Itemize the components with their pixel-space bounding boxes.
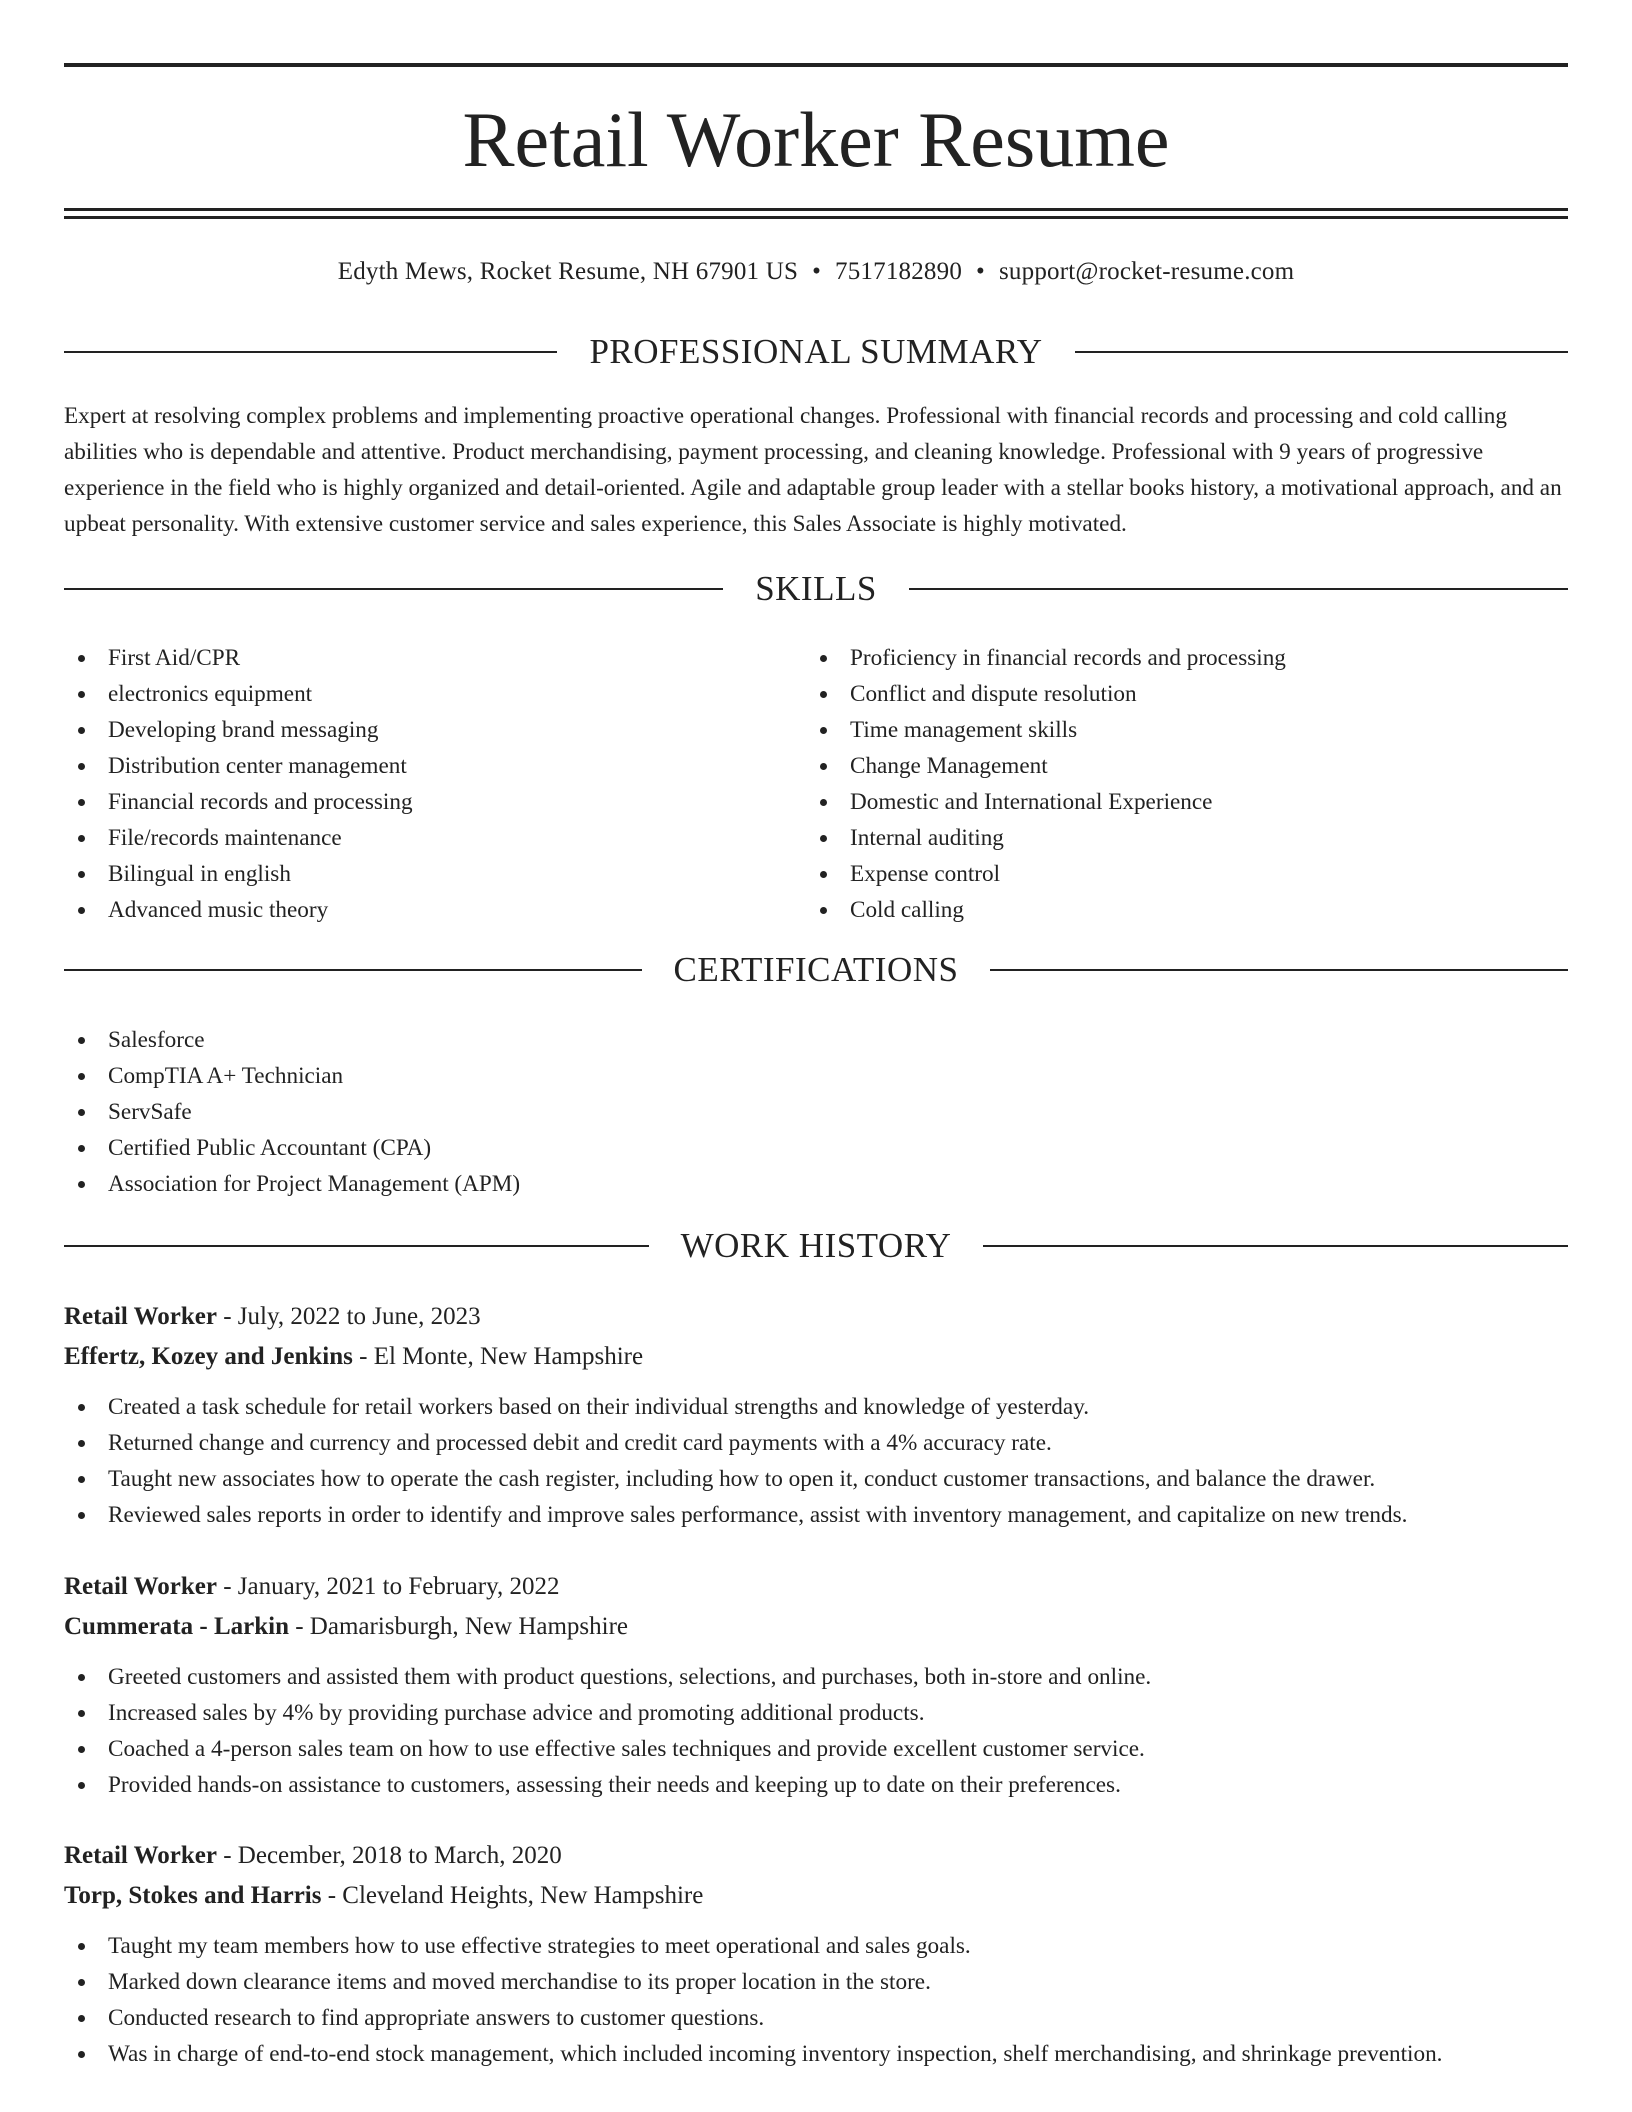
certification-item: Salesforce: [64, 1022, 1568, 1058]
contact-phone: 7517182890: [835, 258, 963, 285]
resume-title: Retail Worker Resume: [462, 96, 1170, 183]
skill-item: Advanced music theory: [64, 892, 804, 928]
section-rule-left: [64, 1245, 649, 1247]
contact-email: support@rocket-resume.com: [998, 258, 1295, 285]
skills-list-right: [806, 640, 1568, 928]
job-entry: [64, 1297, 1568, 1533]
certification-item: Certified Public Accountant (CPA): [64, 1130, 1568, 1166]
certification-item: Association for Project Management (APM): [64, 1166, 1568, 1202]
job-bullets: [64, 1659, 1568, 1803]
certifications-list: [64, 1022, 1568, 1202]
certification-item: ServSafe: [64, 1094, 1568, 1130]
job-bullets: [64, 1389, 1568, 1533]
section-rule-left: [64, 969, 642, 971]
job-dates: - December, 2018 to March, 2020: [216, 1842, 562, 1869]
certification-item: CompTIA A+ Technician: [64, 1058, 1568, 1094]
skill-item: electronics equipment: [64, 676, 804, 712]
section-title-certifications: CERTIFICATIONS: [673, 950, 959, 989]
job-company-line: [64, 1607, 1568, 1647]
skill-item: Change Management: [806, 748, 1568, 784]
job-bullet: Created a task schedule for retail workers based on their individual strengths and knowledge of yesterday.: [64, 1389, 1568, 1425]
job-bullets: [64, 1928, 1568, 2072]
section-header-skills: [64, 567, 1568, 611]
job-company-line: [64, 1876, 1568, 1916]
skill-item: Financial records and processing: [64, 784, 804, 820]
job-location: - Damarisburgh, New Hampshire: [288, 1613, 629, 1640]
summary-paragraph: Expert at resolving complex problems and implementing proactive operational changes. Professional with financial records and processing and cold calling abilities who is dependable and attentive. Product merchandising, payment processing, and cleaning knowledge. Professional with 9 years of progressive experience in the field who is highly organized and detail-oriented. Agile and adaptable group leader with a stellar books history, a motivational approach, and an upbeat personality. With extensive customer service and sales experience, this Sales Associate is highly motivated.: [64, 403, 1562, 537]
section-header-work-history: [64, 1224, 1568, 1268]
job-bullet: Was in charge of end-to-end stock management, which included incoming inventory inspection, shelf merchandising, and shrinkage prevention.: [64, 2036, 1568, 2072]
job-role: Retail Worker: [64, 1842, 217, 1869]
section-rule-right: [990, 969, 1568, 971]
job-role: Retail Worker: [64, 1303, 217, 1330]
section-rule-right: [909, 588, 1568, 590]
section-title-summary: PROFESSIONAL SUMMARY: [589, 332, 1043, 371]
skill-item: Internal auditing: [806, 820, 1568, 856]
section-rule-right: [983, 1245, 1568, 1247]
job-bullet: Reviewed sales reports in order to identify and improve sales performance, assist with inventory management, and capitalize on new trends.: [64, 1497, 1568, 1533]
skill-item: Proficiency in financial records and processing: [806, 640, 1568, 676]
skill-item: Domestic and International Experience: [806, 784, 1568, 820]
job-bullet: Returned change and currency and processed debit and credit card payments with a 4% accuracy rate.: [64, 1425, 1568, 1461]
job-bullet: Greeted customers and assisted them with product questions, selections, and purchases, both in-store and online.: [64, 1659, 1568, 1695]
section-rule-left: [64, 588, 723, 590]
contact-separator: •: [976, 258, 985, 285]
section-title-skills: SKILLS: [755, 569, 877, 608]
section-rule-left: [64, 351, 557, 353]
job-role: Retail Worker: [64, 1573, 217, 1600]
section-header-summary: [64, 330, 1568, 374]
skill-item: Conflict and dispute resolution: [806, 676, 1568, 712]
job-bullet: Conducted research to find appropriate answers to customer questions.: [64, 2000, 1568, 2036]
job-company-line: [64, 1337, 1568, 1377]
skills-list-left: [64, 640, 804, 928]
section-title-work-history: WORK HISTORY: [680, 1226, 952, 1265]
title-divider-lower: [64, 216, 1568, 219]
job-location: - El Monte, New Hampshire: [352, 1343, 644, 1370]
skill-item: Distribution center management: [64, 748, 804, 784]
contact-line: [64, 254, 1568, 290]
skill-item: First Aid/CPR: [64, 640, 804, 676]
contact-separator: •: [812, 258, 822, 285]
job-bullet: Increased sales by 4% by providing purchase advice and promoting additional products.: [64, 1695, 1568, 1731]
job-title-line: [64, 1567, 1568, 1607]
job-company: Cummerata - Larkin: [64, 1613, 289, 1640]
job-entry: [64, 1836, 1568, 2072]
job-dates: - July, 2022 to June, 2023: [216, 1303, 481, 1330]
job-bullet: Taught my team members how to use effective strategies to meet operational and sales goals.: [64, 1928, 1568, 1964]
job-bullet: Marked down clearance items and moved merchandise to its proper location in the store.: [64, 1964, 1568, 2000]
job-bullet: Provided hands-on assistance to customers, assessing their needs and keeping up to date on their preferences.: [64, 1767, 1568, 1803]
contact-address: Edyth Mews, Rocket Resume, NH 67901 US: [337, 258, 799, 285]
title-divider-upper: [64, 208, 1568, 211]
job-company: Effertz, Kozey and Jenkins: [64, 1343, 353, 1370]
job-bullet: Taught new associates how to operate the cash register, including how to open it, conduct customer transactions, and balance the drawer.: [64, 1461, 1568, 1497]
skill-item: Cold calling: [806, 892, 1568, 928]
job-title-line: [64, 1297, 1568, 1337]
job-title-line: [64, 1836, 1568, 1876]
skill-item: Developing brand messaging: [64, 712, 804, 748]
job-dates: - January, 2021 to February, 2022: [216, 1573, 560, 1600]
skill-item: Time management skills: [806, 712, 1568, 748]
skill-item: Bilingual in english: [64, 856, 804, 892]
skill-item: Expense control: [806, 856, 1568, 892]
skill-item: File/records maintenance: [64, 820, 804, 856]
section-rule-right: [1075, 351, 1568, 353]
job-company: Torp, Stokes and Harris: [64, 1882, 322, 1909]
job-bullet: Coached a 4-person sales team on how to use effective sales techniques and provide excellent customer service.: [64, 1731, 1568, 1767]
job-entry: [64, 1567, 1568, 1803]
section-header-certifications: [64, 948, 1568, 992]
top-divider: [64, 63, 1568, 67]
job-location: - Cleveland Heights, New Hampshire: [321, 1882, 704, 1909]
